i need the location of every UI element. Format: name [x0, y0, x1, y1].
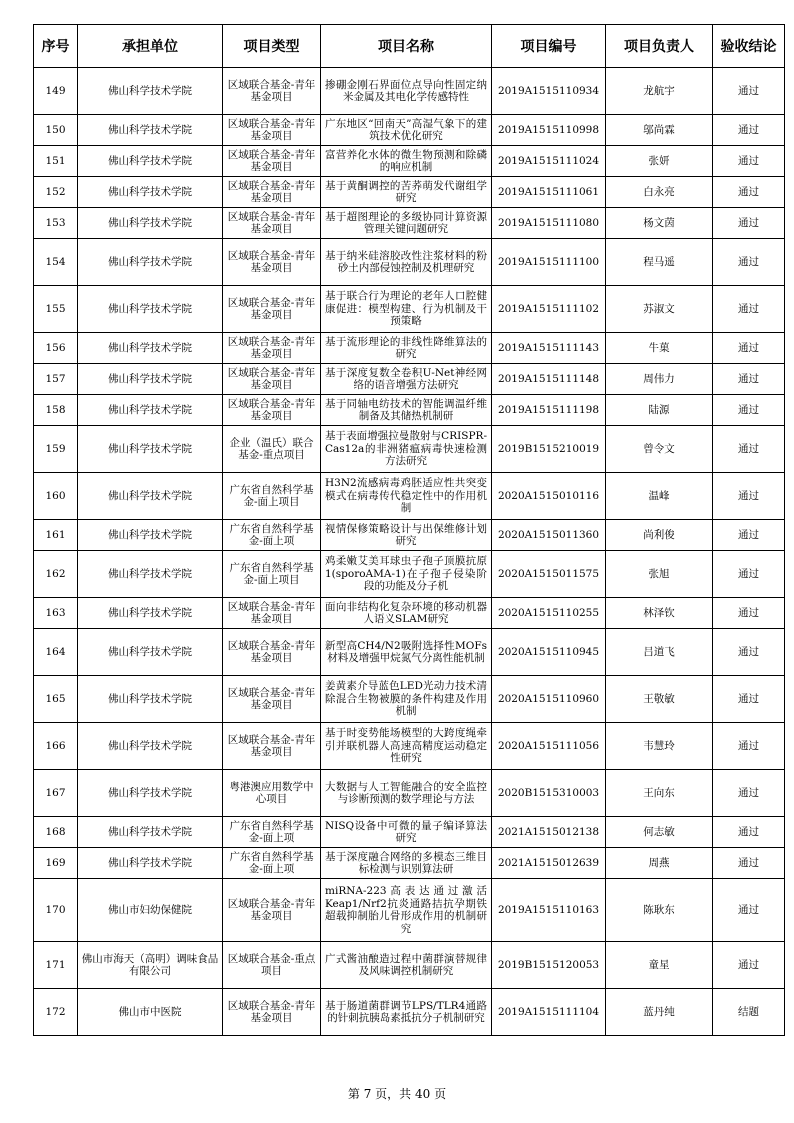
row-index: 150: [34, 115, 78, 146]
row-conclusion: 通过: [713, 146, 785, 177]
row-organization: 佛山科学技术学院: [78, 473, 223, 520]
row-project-type: 区域联合基金-青年基金项目: [223, 598, 321, 629]
row-project-name: 新型高CH4/N2吸附选择性MOFs材料及增强甲烷氮气分离性能机制: [321, 629, 492, 676]
row-project-type: 区域联合基金-青年基金项目: [223, 115, 321, 146]
row-project-name: 基于联合行为理论的老年人口腔健康促进：模型构建、行为机制及干预策略: [321, 286, 492, 333]
table-row: [34, 68, 785, 115]
row-project-type: 区域联合基金-青年基金项目: [223, 676, 321, 723]
row-project-id: 2021A1515012639: [492, 848, 606, 879]
table-row: [34, 208, 785, 239]
row-index: 149: [34, 68, 78, 115]
row-project-leader: 林泽钦: [606, 598, 713, 629]
table-header-row: [34, 25, 785, 68]
table-row: [34, 989, 785, 1036]
row-conclusion: 通过: [713, 68, 785, 115]
row-index: 153: [34, 208, 78, 239]
row-project-name: miRNA-223高表达通过激活Keap1/Nrf2抗炎通路拮抗孕期铁超载抑制胎儿骨形成作用的机制研究: [321, 879, 492, 942]
row-project-id: 2019A1515111143: [492, 333, 606, 364]
table-row: [34, 239, 785, 286]
row-project-leader: 陆源: [606, 395, 713, 426]
row-organization: 佛山科学技术学院: [78, 333, 223, 364]
row-organization: 佛山科学技术学院: [78, 177, 223, 208]
row-project-id: 2019A1515111061: [492, 177, 606, 208]
row-project-leader: 王敬敏: [606, 676, 713, 723]
row-organization: 佛山科学技术学院: [78, 723, 223, 770]
row-conclusion: 通过: [713, 723, 785, 770]
row-conclusion: 通过: [713, 629, 785, 676]
row-conclusion: 通过: [713, 395, 785, 426]
row-index: 151: [34, 146, 78, 177]
row-organization: 佛山科学技术学院: [78, 395, 223, 426]
row-index: 156: [34, 333, 78, 364]
table-row: [34, 848, 785, 879]
row-project-id: 2020B1515310003: [492, 770, 606, 817]
table-row: [34, 286, 785, 333]
row-project-name: 基于同轴电纺技术的智能调温纤维制备及其储热机制研: [321, 395, 492, 426]
row-project-type: 广东省自然科学基金-面上项: [223, 848, 321, 879]
row-project-type: 广东省自然科学基金-面上项: [223, 817, 321, 848]
row-project-name: NISQ设备中可微的量子编译算法研究: [321, 817, 492, 848]
row-project-leader: 吕道飞: [606, 629, 713, 676]
row-project-name: 基于时变势能场模型的大跨度绳牵引并联机器人高速高精度运动稳定性研究: [321, 723, 492, 770]
row-organization: 佛山科学技术学院: [78, 598, 223, 629]
table-row: [34, 676, 785, 723]
row-project-leader: 杨文茵: [606, 208, 713, 239]
row-organization: 佛山科学技术学院: [78, 364, 223, 395]
row-index: 169: [34, 848, 78, 879]
row-index: 168: [34, 817, 78, 848]
row-conclusion: 通过: [713, 676, 785, 723]
row-project-leader: 白永亮: [606, 177, 713, 208]
row-project-name: 基于黄酮调控的苦荞萌发代谢组学研究: [321, 177, 492, 208]
row-index: 159: [34, 426, 78, 473]
row-conclusion: 结题: [713, 989, 785, 1036]
row-organization: 佛山科学技术学院: [78, 629, 223, 676]
row-project-leader: 龙航宇: [606, 68, 713, 115]
row-organization: 佛山科学技术学院: [78, 146, 223, 177]
row-project-leader: 周伟力: [606, 364, 713, 395]
row-index: 166: [34, 723, 78, 770]
row-project-leader: 曾令文: [606, 426, 713, 473]
row-conclusion: 通过: [713, 848, 785, 879]
table-row: [34, 473, 785, 520]
row-project-type: 区域联合基金-青年基金项目: [223, 364, 321, 395]
row-project-name: H3N2流感病毒鸡胚适应性共突变模式在病毒传代稳定性中的作用机制: [321, 473, 492, 520]
row-conclusion: 通过: [713, 333, 785, 364]
row-conclusion: 通过: [713, 473, 785, 520]
row-project-name: 广式酱油酿造过程中菌群演替规律及风味调控机制研究: [321, 942, 492, 989]
row-project-leader: 王向东: [606, 770, 713, 817]
row-project-type: 区域联合基金-青年基金项目: [223, 146, 321, 177]
row-project-name: 广东地区“回南天”高湿气象下的建筑技术优化研究: [321, 115, 492, 146]
row-project-id: 2019A1515110998: [492, 115, 606, 146]
table-row: [34, 598, 785, 629]
row-index: 172: [34, 989, 78, 1036]
table-row: [34, 115, 785, 146]
row-project-name: 姜黄素介导蓝色LED光动力技术清除混合生物被膜的条件构建及作用机制: [321, 676, 492, 723]
row-project-id: 2019A1515110163: [492, 879, 606, 942]
row-conclusion: 通过: [713, 177, 785, 208]
row-organization: 佛山市中医院: [78, 989, 223, 1036]
row-project-type: 区域联合基金-青年基金项目: [223, 177, 321, 208]
row-organization: 佛山科学技术学院: [78, 68, 223, 115]
row-project-leader: 张妍: [606, 146, 713, 177]
row-project-id: 2020A1515011575: [492, 551, 606, 598]
row-project-id: 2019B1515120053: [492, 942, 606, 989]
row-project-name: 基于流形理论的非线性降维算法的研究: [321, 333, 492, 364]
results-table: [33, 24, 785, 1036]
row-conclusion: 通过: [713, 598, 785, 629]
header-index: 序号: [34, 25, 78, 68]
table-row: [34, 146, 785, 177]
row-conclusion: 通过: [713, 364, 785, 395]
row-project-id: 2019A1515111080: [492, 208, 606, 239]
row-project-id: 2021A1515012138: [492, 817, 606, 848]
row-project-leader: 苏淑文: [606, 286, 713, 333]
row-conclusion: 通过: [713, 551, 785, 598]
row-project-type: 区域联合基金-青年基金项目: [223, 723, 321, 770]
row-project-name: 面向非结构化复杂环境的移动机器人语义SLAM研究: [321, 598, 492, 629]
header-project-id: 项目编号: [492, 25, 606, 68]
row-project-leader: 童星: [606, 942, 713, 989]
row-project-name: 大数据与人工智能融合的安全监控与诊断预测的数学理论与方法: [321, 770, 492, 817]
row-project-name: 基于深度融合网络的多模态三维目标检测与识别算法研: [321, 848, 492, 879]
row-conclusion: 通过: [713, 817, 785, 848]
row-index: 161: [34, 520, 78, 551]
row-project-name: 基于深度复数全卷积U-Net神经网络的语音增强方法研究: [321, 364, 492, 395]
header-project-type: 项目类型: [223, 25, 321, 68]
row-index: 158: [34, 395, 78, 426]
row-organization: 佛山科学技术学院: [78, 551, 223, 598]
row-organization: 佛山市妇幼保健院: [78, 879, 223, 942]
table-row: [34, 723, 785, 770]
row-index: 170: [34, 879, 78, 942]
row-conclusion: 通过: [713, 770, 785, 817]
row-conclusion: 通过: [713, 879, 785, 942]
row-organization: 佛山科学技术学院: [78, 676, 223, 723]
table-row: [34, 770, 785, 817]
table-row: [34, 426, 785, 473]
row-organization: 佛山市海天（高明）调味食品有限公司: [78, 942, 223, 989]
row-organization: 佛山科学技术学院: [78, 239, 223, 286]
row-project-type: 广东省自然科学基金-面上项目: [223, 551, 321, 598]
row-index: 171: [34, 942, 78, 989]
table-row: [34, 333, 785, 364]
row-project-name: 富营养化水体的微生物预测和除磷的响应机制: [321, 146, 492, 177]
header-project-name: 项目名称: [321, 25, 492, 68]
table-row: [34, 551, 785, 598]
row-project-type: 区域联合基金-青年基金项目: [223, 629, 321, 676]
row-project-type: 广东省自然科学基金-面上项目: [223, 473, 321, 520]
row-project-id: 2019B1515210019: [492, 426, 606, 473]
table-row: [34, 364, 785, 395]
row-project-id: 2019A1515111104: [492, 989, 606, 1036]
row-conclusion: 通过: [713, 115, 785, 146]
row-index: 165: [34, 676, 78, 723]
row-project-name: 掺硼金刚石界面位点导向性固定纳米金属及其电化学传感特性: [321, 68, 492, 115]
row-project-leader: 程马遥: [606, 239, 713, 286]
row-project-id: 2019A1515111024: [492, 146, 606, 177]
row-index: 154: [34, 239, 78, 286]
table-row: [34, 520, 785, 551]
table-row: [34, 942, 785, 989]
row-project-name: 基于纳米硅溶胶改性注浆材料的粉砂土内部侵蚀控制及机理研究: [321, 239, 492, 286]
row-project-leader: 温峰: [606, 473, 713, 520]
header-organization: 承担单位: [78, 25, 223, 68]
row-project-type: 粤港澳应用数学中心项目: [223, 770, 321, 817]
row-project-name: 基于超图理论的多级协同计算资源管理关键问题研究: [321, 208, 492, 239]
row-project-id: 2019A1515111102: [492, 286, 606, 333]
row-project-leader: 陈耿东: [606, 879, 713, 942]
header-conclusion: 验收结论: [713, 25, 785, 68]
row-project-type: 区域联合基金-青年基金项目: [223, 239, 321, 286]
row-project-id: 2020A1515111056: [492, 723, 606, 770]
row-conclusion: 通过: [713, 942, 785, 989]
row-project-id: 2020A1515110945: [492, 629, 606, 676]
row-index: 155: [34, 286, 78, 333]
row-organization: 佛山科学技术学院: [78, 115, 223, 146]
row-project-name: 基于肠道菌群调节LPS/TLR4通路的针刺抗胰岛素抵抗分子机制研究: [321, 989, 492, 1036]
row-project-id: 2020A1515010116: [492, 473, 606, 520]
row-organization: 佛山科学技术学院: [78, 770, 223, 817]
row-project-name: 基于表面增强拉曼散射与CRISPR-Cas12a的非洲猪瘟病毒快速检测方法研究: [321, 426, 492, 473]
row-project-leader: 尚利俊: [606, 520, 713, 551]
row-organization: 佛山科学技术学院: [78, 426, 223, 473]
row-project-name: 鸡柔嫩艾美耳球虫子孢子顶膜抗原1(sporoAMA-1)在子孢子侵染阶段的功能及分子机: [321, 551, 492, 598]
table-row: [34, 395, 785, 426]
row-organization: 佛山科学技术学院: [78, 286, 223, 333]
row-organization: 佛山科学技术学院: [78, 848, 223, 879]
table-row: [34, 817, 785, 848]
row-project-id: 2020A1515011360: [492, 520, 606, 551]
table-row: [34, 629, 785, 676]
row-index: 167: [34, 770, 78, 817]
row-project-leader: 何志敏: [606, 817, 713, 848]
row-project-type: 区域联合基金-青年基金项目: [223, 286, 321, 333]
row-project-id: 2020A1515110960: [492, 676, 606, 723]
row-project-id: 2020A1515110255: [492, 598, 606, 629]
row-project-type: 区域联合基金-青年基金项目: [223, 208, 321, 239]
table-row: [34, 879, 785, 942]
row-index: 160: [34, 473, 78, 520]
table-row: [34, 177, 785, 208]
row-project-type: 区域联合基金-青年基金项目: [223, 333, 321, 364]
row-conclusion: 通过: [713, 239, 785, 286]
row-project-leader: 蓝丹纯: [606, 989, 713, 1036]
row-project-name: 视情保修策略设计与出保维修计划研究: [321, 520, 492, 551]
row-organization: 佛山科学技术学院: [78, 520, 223, 551]
header-project-leader: 项目负责人: [606, 25, 713, 68]
row-project-type: 区域联合基金-青年基金项目: [223, 879, 321, 942]
row-project-leader: 张旭: [606, 551, 713, 598]
row-conclusion: 通过: [713, 426, 785, 473]
row-project-type: 区域联合基金-重点项目: [223, 942, 321, 989]
page-footer: 第 7 页，共 40 页: [347, 1087, 447, 1101]
row-project-type: 区域联合基金-青年基金项目: [223, 395, 321, 426]
row-project-id: 2019A1515111148: [492, 364, 606, 395]
row-project-id: 2019A1515111198: [492, 395, 606, 426]
row-conclusion: 通过: [713, 208, 785, 239]
row-project-leader: 牛菓: [606, 333, 713, 364]
row-conclusion: 通过: [713, 286, 785, 333]
row-index: 164: [34, 629, 78, 676]
row-project-leader: 韦慧玲: [606, 723, 713, 770]
row-organization: 佛山科学技术学院: [78, 208, 223, 239]
row-conclusion: 通过: [713, 520, 785, 551]
row-project-type: 区域联合基金-青年基金项目: [223, 989, 321, 1036]
row-project-type: 区域联合基金-青年基金项目: [223, 68, 321, 115]
row-project-leader: 周燕: [606, 848, 713, 879]
row-index: 157: [34, 364, 78, 395]
row-index: 163: [34, 598, 78, 629]
row-project-type: 企业（温氏）联合基金-重点项目: [223, 426, 321, 473]
row-project-leader: 邬尚霖: [606, 115, 713, 146]
row-project-id: 2019A1515111100: [492, 239, 606, 286]
row-project-id: 2019A1515110934: [492, 68, 606, 115]
row-project-type: 广东省自然科学基金-面上项: [223, 520, 321, 551]
row-organization: 佛山科学技术学院: [78, 817, 223, 848]
row-index: 152: [34, 177, 78, 208]
row-index: 162: [34, 551, 78, 598]
